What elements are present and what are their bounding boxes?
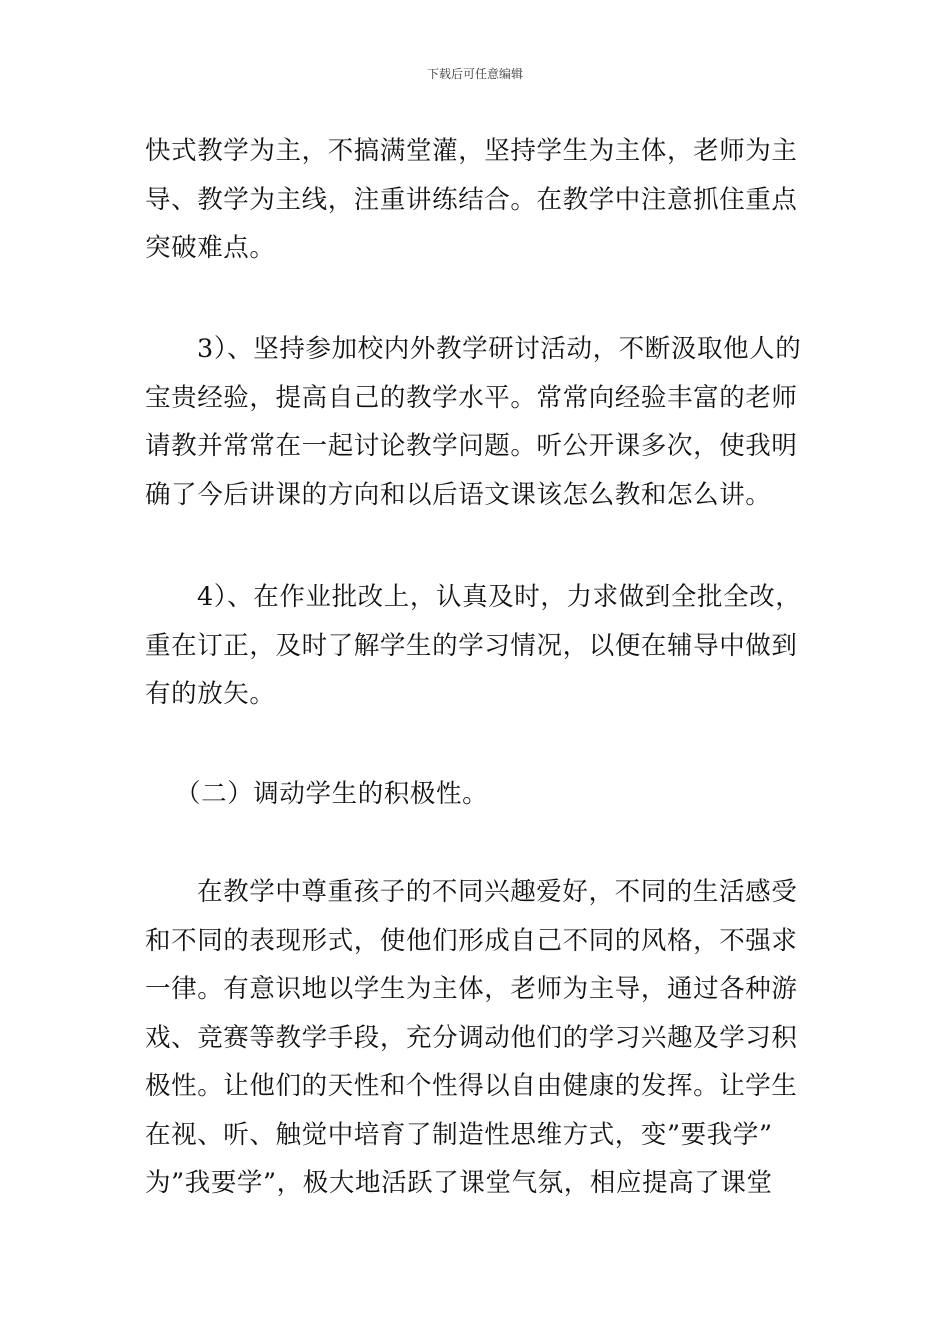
- text-line: 快式教学为主，不搞满堂灌，坚持学生为主体，老师为主: [145, 136, 798, 166]
- text-line: 和不同的表现形式，使他们形成自己不同的风格，不强求: [145, 925, 798, 956]
- text-line: 有的放矢。: [145, 679, 276, 709]
- page-header: 下载后可任意编辑: [426, 67, 523, 81]
- text-line: 4）、在作业批改上，认真及时，力求做到全批全改，: [197, 582, 802, 612]
- text-line: 重在订正，及时了解学生的学习情况，以便在辅导中做到: [145, 630, 798, 661]
- text-line: 极性。让他们的天性和个性得以自由健康的发挥。让学生: [145, 1071, 798, 1101]
- text-line: 在视、听、触觉中培育了制造性思维方式，变”要我学”: [145, 1119, 773, 1150]
- text-line: 一律。有意识地以学生为主体，老师为主导，通过各种游: [145, 974, 798, 1004]
- text-line: 请教并常常在一起讨论教学问题。听公开课多次，使我明: [145, 431, 798, 461]
- paragraph-student-motivation: [145, 868, 810, 1208]
- text-line: 宝贵经验，提高自己的教学水平。常常向经验丰富的老师: [145, 382, 798, 413]
- text-line: 戏、竞赛等教学手段，充分调动他们的学习兴趣及学习积: [145, 1022, 798, 1053]
- text-line: 3）、坚持参加校内外教学研讨活动，不断汲取他人的: [197, 334, 802, 364]
- paragraph-teaching-method: [145, 127, 810, 273]
- paragraph-item-4: [145, 573, 810, 719]
- heading-line: （二）调动学生的积极性。: [175, 779, 489, 809]
- paragraph-item-3: [145, 325, 810, 519]
- text-line: 确了今后讲课的方向和以后语文课该怎么教和怎么讲。: [145, 479, 772, 510]
- text-line: 为”我要学”，极大地活跃了课堂气氛，相应提高了课堂: [145, 1168, 773, 1198]
- text-line: 在教学中尊重孩子的不同兴趣爱好，不同的生活感受: [197, 877, 798, 907]
- text-line: 突破难点。: [145, 233, 276, 263]
- text-line: 导、教学为主线，注重讲练结合。在教学中注意抓住重点: [145, 184, 798, 215]
- section-heading: [145, 770, 810, 819]
